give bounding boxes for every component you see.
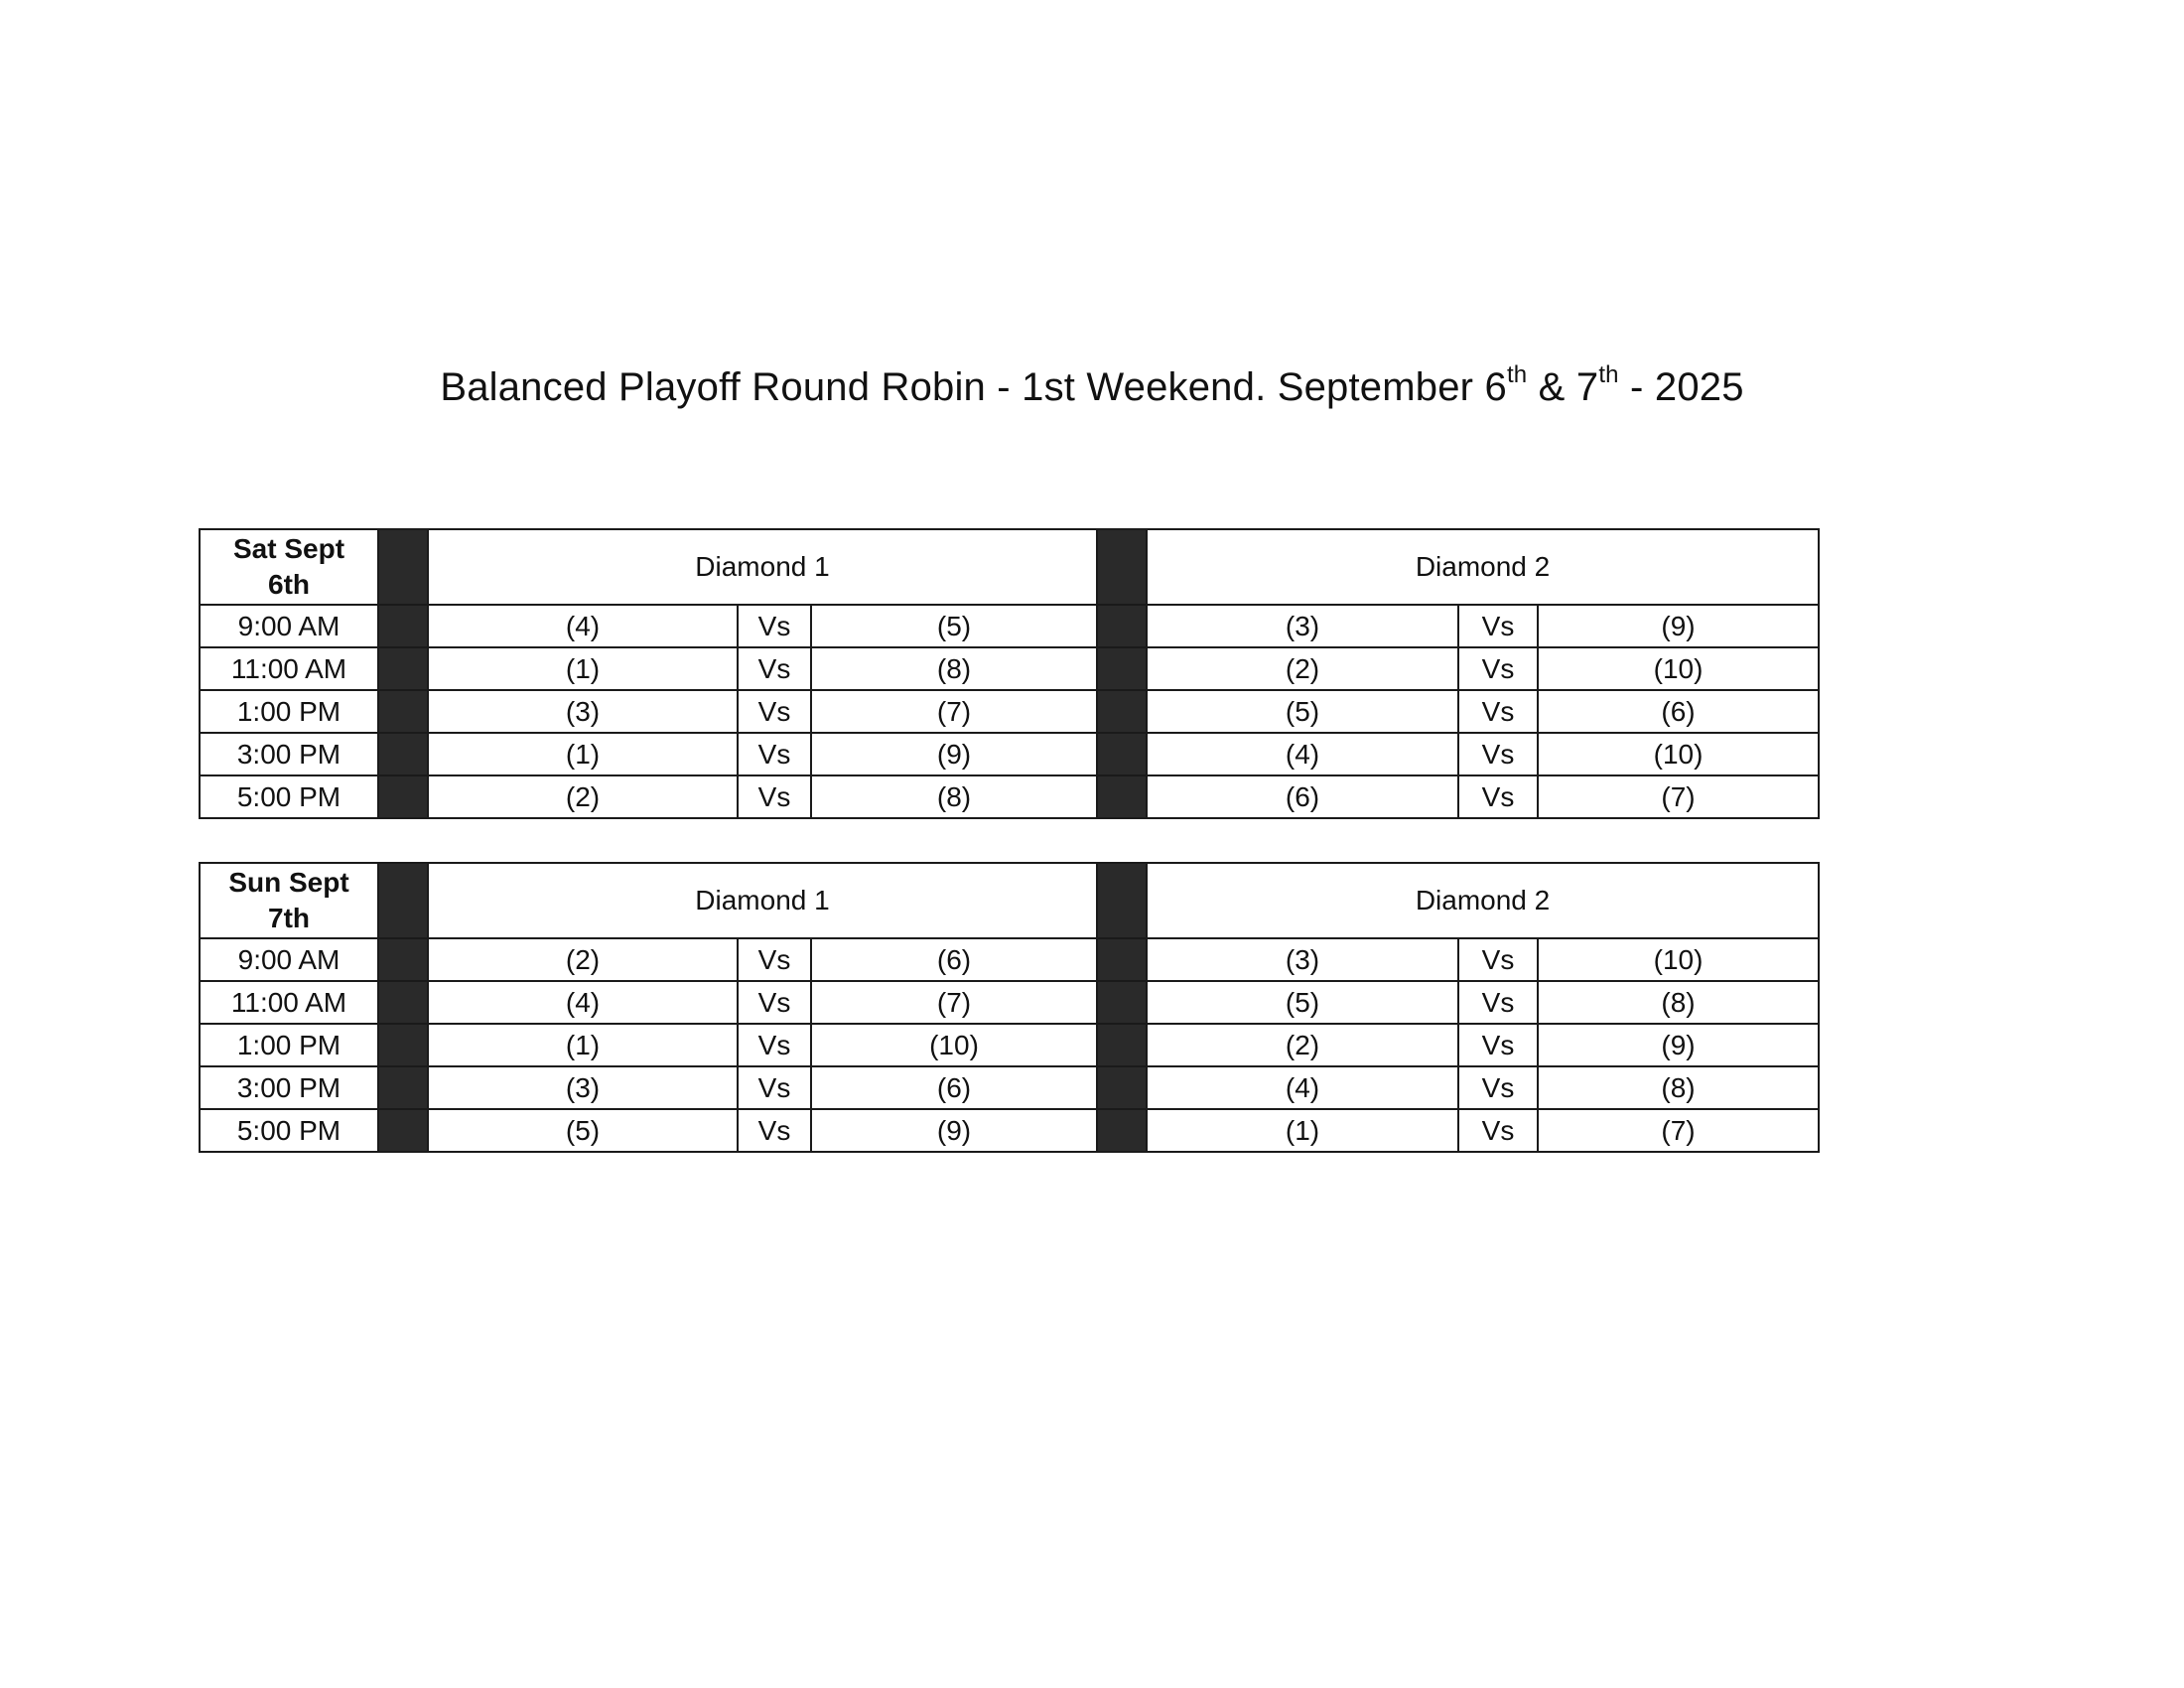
- separator-bar: [1097, 1024, 1147, 1066]
- diamond-2-vs: Vs: [1458, 733, 1538, 775]
- diamond-2-team-b: (7): [1538, 1109, 1819, 1152]
- diamond-1-team-b: (10): [811, 1024, 1097, 1066]
- separator-bar: [1097, 1066, 1147, 1109]
- diamond-1-team-a: (3): [428, 690, 738, 733]
- game-time: 11:00 AM: [200, 981, 378, 1024]
- table-row: [200, 981, 1819, 1024]
- game-time: 9:00 AM: [200, 605, 378, 647]
- diamond-2-vs: Vs: [1458, 938, 1538, 981]
- separator-bar: [1097, 733, 1147, 775]
- diamond-1-team-a: (1): [428, 647, 738, 690]
- separator-bar: [1097, 605, 1147, 647]
- diamond-2-team-a: (3): [1147, 938, 1458, 981]
- diamond-1-team-a: (1): [428, 733, 738, 775]
- diamond-1-team-b: (9): [811, 1109, 1097, 1152]
- diamond-2-team-b: (8): [1538, 981, 1819, 1024]
- saturday-schedule: [199, 528, 1818, 819]
- table-row: [200, 1066, 1819, 1109]
- title-sup-2: th: [1598, 360, 1619, 388]
- diamond-1-vs: Vs: [738, 733, 811, 775]
- table-row: [200, 938, 1819, 981]
- separator-bar: [378, 1109, 428, 1152]
- diamond-2-header: Diamond 2: [1147, 529, 1819, 605]
- diamond-1-vs: Vs: [738, 690, 811, 733]
- diamond-2-team-b: (10): [1538, 647, 1819, 690]
- separator-bar: [378, 733, 428, 775]
- diamond-2-vs: Vs: [1458, 981, 1538, 1024]
- diamond-1-vs: Vs: [738, 981, 811, 1024]
- schedule-table: [199, 528, 1820, 819]
- diamond-2-vs: Vs: [1458, 1109, 1538, 1152]
- title-sup-1: th: [1506, 360, 1528, 388]
- header-row: [200, 863, 1819, 938]
- table-row: [200, 1024, 1819, 1066]
- diamond-2-header: Diamond 2: [1147, 863, 1819, 938]
- separator-bar: [378, 605, 428, 647]
- diamond-2-vs: Vs: [1458, 1024, 1538, 1066]
- diamond-1-vs: Vs: [738, 1066, 811, 1109]
- game-time: 3:00 PM: [200, 733, 378, 775]
- diamond-1-team-a: (4): [428, 981, 738, 1024]
- separator-bar: [1097, 690, 1147, 733]
- game-time: 1:00 PM: [200, 1024, 378, 1066]
- separator-bar: [378, 529, 428, 605]
- diamond-1-team-b: (8): [811, 647, 1097, 690]
- game-time: 11:00 AM: [200, 647, 378, 690]
- diamond-2-vs: Vs: [1458, 647, 1538, 690]
- day-label: [200, 529, 378, 605]
- separator-bar: [378, 863, 428, 938]
- diamond-1-team-a: (3): [428, 1066, 738, 1109]
- separator-bar: [378, 981, 428, 1024]
- diamond-1-vs: Vs: [738, 605, 811, 647]
- diamond-1-team-b: (5): [811, 605, 1097, 647]
- diamond-1-vs: Vs: [738, 647, 811, 690]
- diamond-2-team-a: (2): [1147, 1024, 1458, 1066]
- game-time: 1:00 PM: [200, 690, 378, 733]
- diamond-2-team-b: (10): [1538, 733, 1819, 775]
- diamond-1-team-a: (2): [428, 775, 738, 818]
- diamond-1-vs: Vs: [738, 1024, 811, 1066]
- diamond-2-vs: Vs: [1458, 775, 1538, 818]
- diamond-1-team-b: (6): [811, 1066, 1097, 1109]
- diamond-1-vs: Vs: [738, 938, 811, 981]
- table-row: [200, 1109, 1819, 1152]
- diamond-2-team-a: (4): [1147, 1066, 1458, 1109]
- separator-bar: [1097, 863, 1147, 938]
- day-label: [200, 863, 378, 938]
- separator-bar: [378, 647, 428, 690]
- diamond-2-team-b: (9): [1538, 605, 1819, 647]
- diamond-2-vs: Vs: [1458, 605, 1538, 647]
- diamond-1-team-b: (8): [811, 775, 1097, 818]
- diamond-1-team-a: (5): [428, 1109, 738, 1152]
- page-title: [0, 360, 2184, 410]
- diamond-2-team-b: (7): [1538, 775, 1819, 818]
- diamond-1-vs: Vs: [738, 1109, 811, 1152]
- day-label-line-2: 6th: [268, 569, 310, 600]
- title-end: - 2025: [1618, 365, 1744, 409]
- separator-bar: [1097, 647, 1147, 690]
- diamond-1-team-b: (7): [811, 690, 1097, 733]
- separator-bar: [1097, 938, 1147, 981]
- diamond-1-team-b: (7): [811, 981, 1097, 1024]
- table-row: [200, 775, 1819, 818]
- sunday-schedule: [199, 862, 1818, 1153]
- game-time: 5:00 PM: [200, 1109, 378, 1152]
- day-label-line-1: Sun Sept: [228, 867, 349, 898]
- game-time: 9:00 AM: [200, 938, 378, 981]
- diamond-1-team-b: (6): [811, 938, 1097, 981]
- diamond-1-vs: Vs: [738, 775, 811, 818]
- game-time: 5:00 PM: [200, 775, 378, 818]
- diamond-1-header: Diamond 1: [428, 863, 1097, 938]
- diamond-1-team-a: (2): [428, 938, 738, 981]
- diamond-2-team-a: (5): [1147, 981, 1458, 1024]
- diamond-2-vs: Vs: [1458, 1066, 1538, 1109]
- table-row: [200, 733, 1819, 775]
- separator-bar: [378, 938, 428, 981]
- separator-bar: [378, 775, 428, 818]
- schedule-table: [199, 862, 1820, 1153]
- separator-bar: [1097, 981, 1147, 1024]
- title-main: Balanced Playoff Round Robin - 1st Weekend. September 6: [440, 365, 1507, 409]
- separator-bar: [378, 1066, 428, 1109]
- diamond-2-team-b: (10): [1538, 938, 1819, 981]
- day-label-line-2: 7th: [268, 903, 310, 933]
- separator-bar: [1097, 1109, 1147, 1152]
- header-row: [200, 529, 1819, 605]
- separator-bar: [1097, 775, 1147, 818]
- diamond-2-vs: Vs: [1458, 690, 1538, 733]
- diamond-2-team-a: (1): [1147, 1109, 1458, 1152]
- diamond-2-team-a: (2): [1147, 647, 1458, 690]
- separator-bar: [378, 1024, 428, 1066]
- table-row: [200, 605, 1819, 647]
- day-label-line-1: Sat Sept: [232, 533, 345, 564]
- diamond-2-team-a: (5): [1147, 690, 1458, 733]
- diamond-1-header: Diamond 1: [428, 529, 1097, 605]
- table-row: [200, 647, 1819, 690]
- diamond-2-team-b: (9): [1538, 1024, 1819, 1066]
- title-mid: & 7: [1527, 365, 1599, 409]
- diamond-1-team-b: (9): [811, 733, 1097, 775]
- diamond-2-team-a: (4): [1147, 733, 1458, 775]
- game-time: 3:00 PM: [200, 1066, 378, 1109]
- separator-bar: [1097, 529, 1147, 605]
- diamond-2-team-b: (8): [1538, 1066, 1819, 1109]
- table-row: [200, 690, 1819, 733]
- diamond-2-team-b: (6): [1538, 690, 1819, 733]
- separator-bar: [378, 690, 428, 733]
- diamond-2-team-a: (3): [1147, 605, 1458, 647]
- diamond-1-team-a: (1): [428, 1024, 738, 1066]
- diamond-2-team-a: (6): [1147, 775, 1458, 818]
- diamond-1-team-a: (4): [428, 605, 738, 647]
